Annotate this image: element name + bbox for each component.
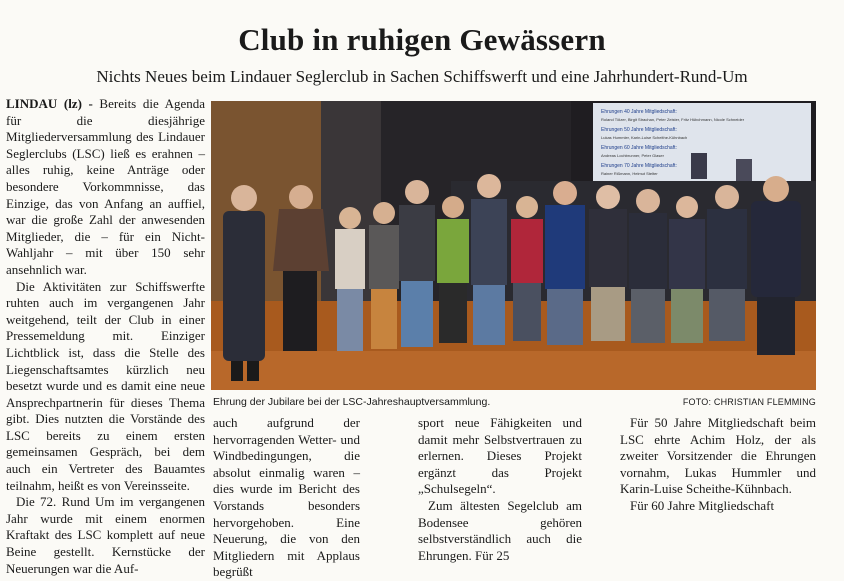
slide-line-6: Andreas Lochbrunner, Peter Glaser: [601, 153, 664, 158]
article-column-4: [620, 415, 816, 515]
paragraph-3: Die 72. Rund Um im vergangenen Jahr wurde mit einem enormen Kraftakt des LSC komplett auf neue Beine gestellt. Kernstücke der Neuerungen war die Auf-: [6, 494, 205, 576]
paragraph-7: Für 50 Jahre Mitgliedschaft beim LSC ehrte Achim Holz, der als zweiter Vorsitzender die Ehrungen vornahm, Lukas Hummler und Karin-Luise Scheithe-Kühnbach.: [620, 415, 816, 497]
slide-line-4: Lukas Hummler, Karin-Luise Scheithe-Kühnbach: [601, 135, 688, 140]
photo-caption: Ehrung der Jubilare bei der LSC-Jahreshauptversammlung.: [213, 396, 491, 408]
slide-line-2: Roland Tölzer, Birgit Strachan, Peter Zeister, Fritz Hübchmann, Nicole Schneider: [601, 117, 745, 122]
paragraph-5: sport neue Fähigkeiten und damit mehr Selbstvertrauen zu erlernen. Dieses Projekt ergänzt das Projekt „Schulsegeln“.: [418, 415, 582, 497]
subheadline: Nichts Neues beim Lindauer Seglerclub in Sachen Schiffswerft und eine Jahrhundert-Rund-Um: [96, 67, 748, 86]
slide-line-3: Ehrungen 50 Jahre Mitgliedschaft:: [601, 127, 677, 133]
headline: Club in ruhigen Gewässern: [238, 22, 606, 57]
paragraph-8: Für 60 Jahre Mitgliedschaft: [630, 497, 775, 513]
article-column-3: [418, 415, 582, 564]
paragraph-1: [6, 96, 205, 279]
paragraph-6: Zum ältesten Segelclub am Bodensee gehören selbstverständlich auch die Ehrungen. Für 25: [418, 497, 582, 563]
article-column-2: [213, 415, 360, 581]
group-photo-image: [211, 101, 816, 390]
dateline: LINDAU (lz) -: [6, 96, 93, 111]
slide-line-8: Rainer Rißmann, Helmut Stelter: [601, 171, 658, 176]
group-photo: [211, 101, 816, 390]
paragraph-4: auch aufgrund der hervorragenden Wetter- und Windbedingungen, die absolut einmalig waren – dies wurde im Bericht des Vorstands besonders hervorgehoben. Eine Neuerung, die von den Mitgliedern mit Applaus begrüßt: [213, 415, 360, 580]
article-column-1: [6, 96, 205, 577]
slide-line-7: Ehrungen 70 Jahre Mitgliedschaft:: [601, 163, 677, 169]
photo-caption-bar: [211, 394, 816, 410]
photo-credit: FOTO: CHRISTIAN FLEMMING: [682, 397, 816, 407]
slide-line-1: Ehrungen 40 Jahre Mitgliedschaft:: [601, 109, 677, 115]
paragraph-1-text: Bereits die Agenda für die diesjährige Mitgliederversammlung des Lindauer Seglerclubs (LSC) ließ es erahnen – alles ruhig, keine Anträge oder besondere Vorkommnisse, das Einzige, das von Anfang an auffiel, war die große Zahl der anwesenden Mitglieder, die – für ein Nicht-Wahljahr – mit über 150 sehr ansehnlich war.: [6, 96, 206, 277]
paragraph-2: Die Aktivitäten zur Schiffswerfte ruhten auch im vergangenen Jahr weitgehend, teilt der Club in einer Pressemeldung mit. Einziger Lichtblick ist, dass die Stelle des Liegenschaftsamtes kürzlich neu besetzt wurde und es damit eine neue Ansprechpartnerin für dieses Thema gibt. Dies nutzten die Vorstände des LSC bereits zu einem ersten gemeinsamen Gespräch, bei dem auch ein Vertreter des Bauamtes teilnahm, heißt es von Vereinsseite.: [6, 278, 205, 493]
slide-line-5: Ehrungen 60 Jahre Mitgliedschaft:: [601, 145, 677, 151]
